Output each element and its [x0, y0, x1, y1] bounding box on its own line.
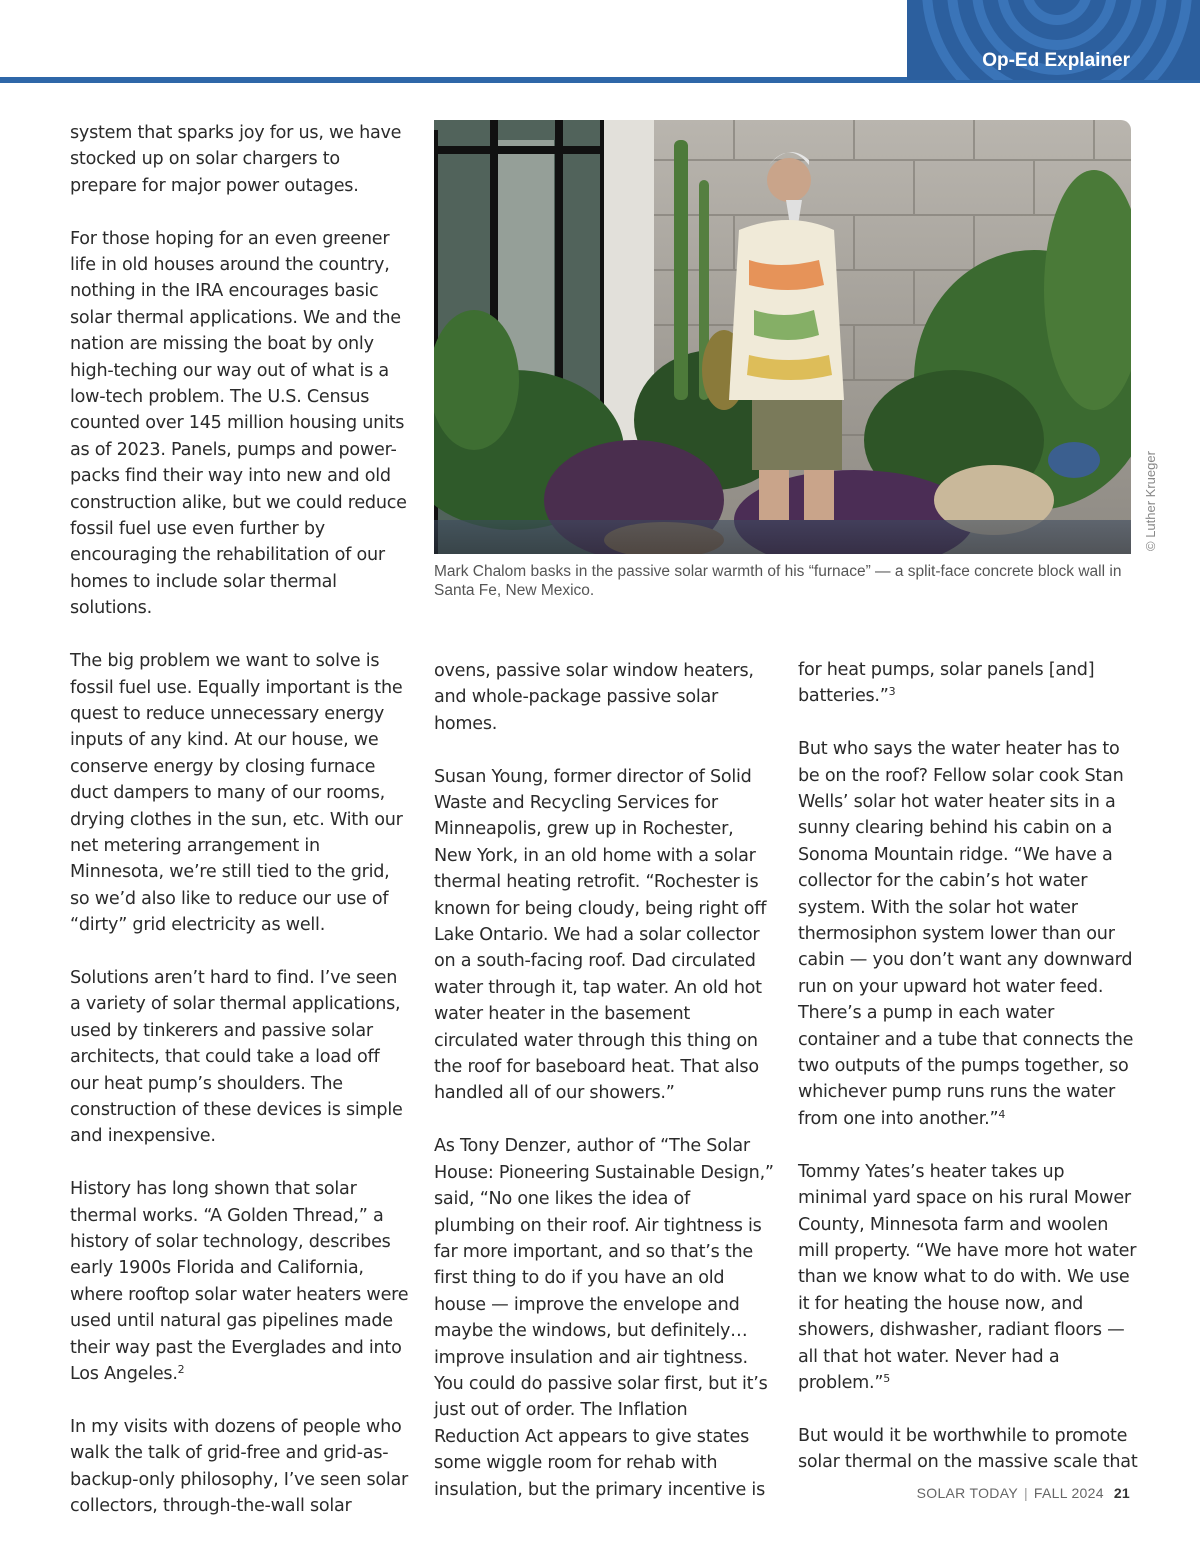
photo-caption: Mark Chalom basks in the passive solar warmth of his “furnace” — a split-face concrete block wall in Santa Fe, New Mexico. — [434, 563, 1122, 599]
paragraph: But would it be worthwhile to promote solar thermal on the massive scale that — [798, 1425, 1138, 1473]
paragraph-with-footnote — [798, 736, 1138, 1132]
footnote-marker: 5 — [883, 1371, 891, 1385]
page-number: 21 — [1113, 1485, 1130, 1501]
paragraph-text: Tommy Yates’s heater takes up minimal yard space on his rural Mower County, Minnesota farm and woolen mill property. “We have more hot water than we know what to do with. We use it for heating the house now, and showers, dishwasher, radiant floors — all that hot water. Never had a problem.” — [798, 1161, 1137, 1393]
section-label: Op-Ed Explainer — [982, 50, 1130, 71]
footnote-marker: 3 — [888, 685, 896, 699]
page-footer — [917, 1485, 1130, 1501]
paragraph: Solutions aren’t hard to find. I’ve seen a variety of solar thermal applications, used by tinkerers and passive solar architects, that could take a load off our heat pump’s shoulders. The construction of these devices is simple and inexpensive. — [70, 967, 403, 1147]
paragraph-text: for heat pumps, solar panels [and] batteries.” — [798, 660, 1095, 707]
paragraph: system that sparks joy for us, we have stocked up on solar chargers to prepare for major power outages. — [70, 123, 402, 196]
paragraph-with-footnote — [798, 657, 1138, 710]
photo-credit: © Luther Krueger — [1143, 451, 1158, 551]
issue-label: FALL 2024 — [1033, 1485, 1104, 1501]
article-column-2 — [434, 658, 774, 1529]
publication-name: SOLAR TODAY — [916, 1485, 1018, 1501]
article-column-1 — [70, 120, 410, 1546]
section-tab — [907, 0, 1200, 80]
paragraph-text: History has long shown that solar thermal works. “A Golden Thread,” a history of solar technology, describes early 1900s Florida and California, where rooftop solar water heaters were used until natural gas pipelines made their way past the Everglades and into Los Angeles. — [70, 1179, 409, 1385]
paragraph: ovens, passive solar window heaters, and whole-package passive solar homes. — [434, 661, 754, 734]
paragraph: For those hoping for an even greener life in old houses around the country, nothing in the IRA encourages basic solar thermal applications. We and the nation are missing the boat by only high-teching our way out of what is a low-tech problem. The U.S. Census counted over 145 million housing units as of 2023. Panels, pumps and power-packs find their way into new and old construction alike, but we could reduce fossil fuel use even further by encouraging the rehabilitation of our homes to include solar thermal solutions. — [70, 228, 407, 619]
footer-separator: | — [1023, 1485, 1028, 1501]
article-photo — [434, 120, 1131, 554]
footnote-marker: 2 — [177, 1363, 185, 1377]
paragraph: In my visits with dozens of people who walk the talk of grid-free and grid-as-backup-only philosophy, I’ve seen solar collectors, through-the-wall solar — [70, 1416, 409, 1517]
footnote-marker: 4 — [998, 1107, 1006, 1121]
paragraph-with-footnote — [798, 1159, 1138, 1397]
paragraph: Susan Young, former director of Solid Waste and Recycling Services for Minneapolis, grew up in Rochester, New York, in an old home with a solar thermal heating retrofit. “Rochester is known for being cloudy, being right off Lake Ontario. We had a solar collector on a south-facing roof. Dad circulated water through it, tap water. An old hot water heater in the basement circulated water through this thing on the roof for baseboard heat. That also handled all of our showers.” — [434, 766, 767, 1104]
paragraph-text: But who says the water heater has to be on the roof? Fellow solar cook Stan Wells’ solar hot water heater sits in a sunny clearing behind his cabin on a Sonoma Mountain ridge. “We have a collector for the cabin’s hot water system. With the solar hot water thermosiphon system lower than our cabin — you don’t want any downward run on your upward hot water feed. There’s a pump in each water container and a tube that connects the two outputs of the pumps together, so whichever pump runs runs the water from one into another.” — [798, 739, 1134, 1129]
sunroom-photo-illustration — [434, 120, 1131, 554]
paragraph: As Tony Denzer, author of “The Solar House: Pioneering Sustainable Design,” said, “No one likes the idea of plumbing on their roof. Air tightness is far more important, and so that’s the first thing to do if you have an old house — improve the envelope and maybe the windows, but definitely… improve insulation and air tightness. You could do passive solar first, but it’s just out of order. The Inflation Reduction Act appears to give states some wiggle room for rehab with insulation, but the primary incentive is — [434, 1136, 774, 1500]
paragraph-with-footnote — [70, 1176, 410, 1387]
paragraph: The big problem we want to solve is fossil fuel use. Equally important is the quest to reduce unnecessary energy inputs of any kind. At our house, we conserve energy by closing furnace duct dampers to many of our rooms, drying clothes in the sun, etc. With our net metering arrangement in Minnesota, we’re still tied to the grid, so we’d also like to reduce our use of “dirty” grid electricity as well. — [70, 651, 403, 936]
article-column-3 — [798, 657, 1138, 1502]
